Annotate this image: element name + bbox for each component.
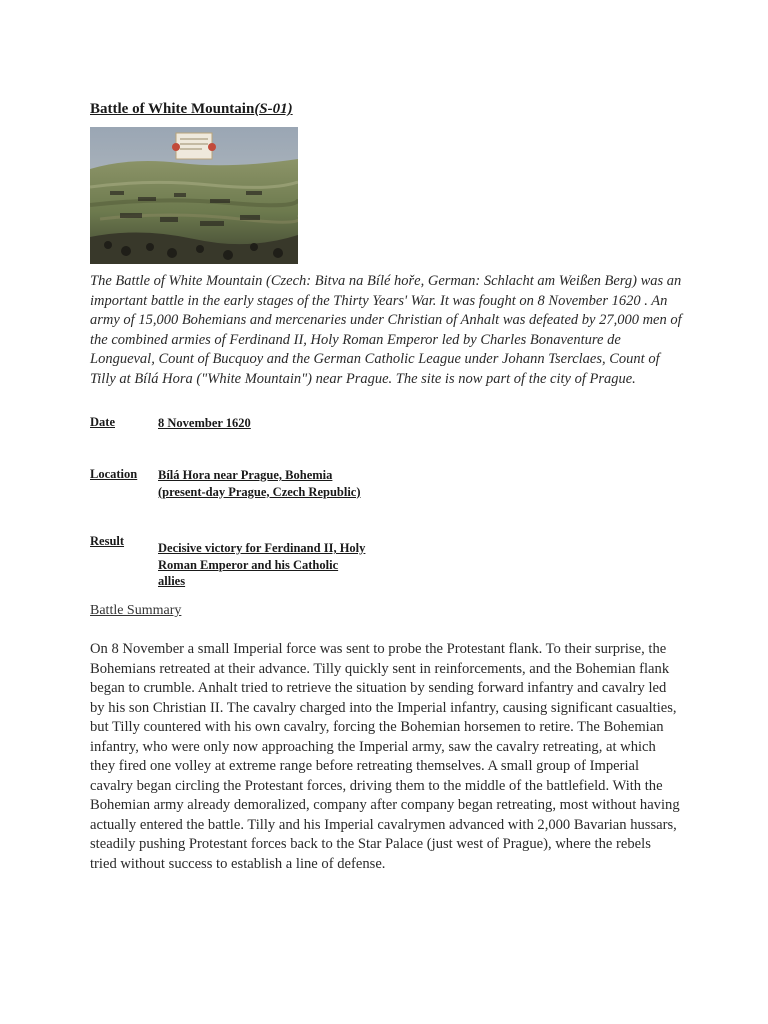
location-label: Location (90, 467, 138, 481)
summary-heading: Battle Summary (90, 603, 182, 618)
date-value: 8 November 1620 (158, 416, 251, 430)
title-code: (S-01) (254, 101, 293, 117)
battle-painting-image (90, 127, 298, 264)
result-label: Result (90, 534, 125, 548)
title-text: Battle of White Mountain (90, 101, 255, 117)
result-value: Decisive victory for Ferdinand II, Holy Roman Emperor and his Catholic allies (158, 541, 366, 588)
date-label: Date (90, 415, 115, 429)
summary-paragraph: On 8 November a small Imperial force was sent to probe the Protestant flank. To their surprise, the Bohemians retreated at their advance. Tilly quickly sent in reinforcements, and the Bohemian flank began to crumble. Anhalt tried to retrieve the situation by sending forward infantry and cavalry led by his son Christian II. The cavalry charged into the Imperial infantry, causing significant casualties, but Tilly countered with his own cavalry, forcing the Bohemian horsemen to retire. The Bohemian infantry, who were only now approaching the Imperial army, saw the cavalry retreating, at which they fired one volley at extreme range before retreating themselves. A small group of Imperial cavalry began circling the Protestant forces, driving them to the middle of the battlefield. With the Bohemian army already demoralized, company after company began retreating, most without having actually entered the battle. Tilly and his Imperial cavalrymen advanced with 2,000 Bavarian hussars, steadily pushing Protestant forces back to the Star Palace (just west of Prague), where the rebels tried without success to establish a line of defense. (90, 641, 680, 872)
intro-paragraph: The Battle of White Mountain (Czech: Bitva na Bílé hoře, German: Schlacht am Weißen Berg) was an important battle in the early stages of the Thirty Years' War. It was fought on 8 November 1620 . An army of 15,000 Bohemians and mercenaries under Christian of Anhalt was defeated by 27,000 men of the combined armies of Ferdinand II, Holy Roman Emperor led by Charles Bonaventure de Longueval, Count of Bucquoy and the German Catholic League under Johann Tserclaes, Count of Tilly at Bílá Hora ("White Mountain") near Prague. The site is now part of the city of Prague. (90, 273, 682, 387)
location-value: Bílá Hora near Prague, Bohemia (present-day Prague, Czech Republic) (158, 468, 361, 499)
page-title (90, 101, 293, 118)
